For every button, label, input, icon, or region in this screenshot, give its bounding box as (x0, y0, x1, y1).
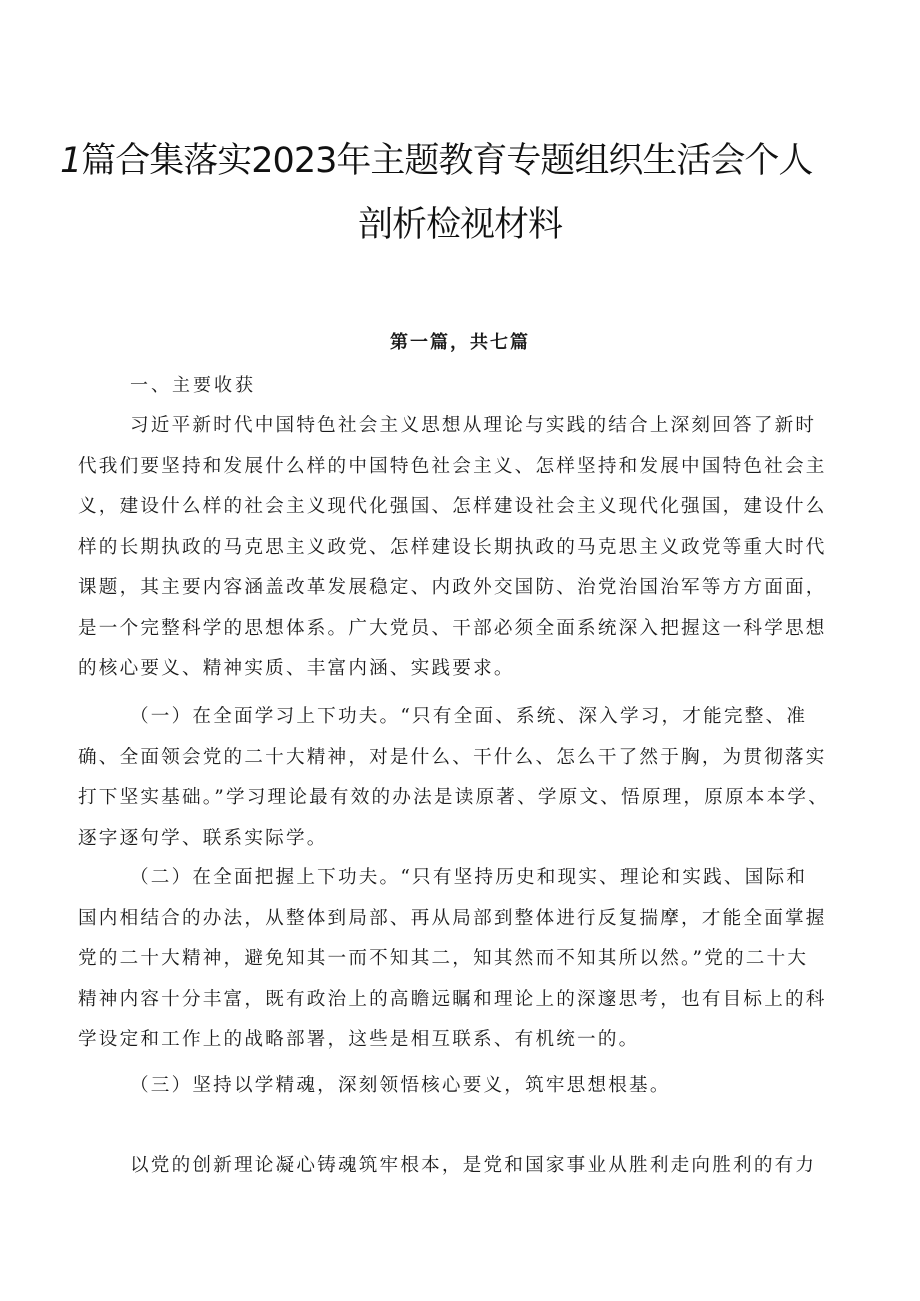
paragraph-4 (78, 1066, 850, 1107)
paragraph-line: 国内相结合的办法，从整体到局部、再从局部到整体进行反复揣摩，才能全面掌握 (78, 907, 827, 929)
paragraph-5 (78, 1146, 850, 1187)
paragraph-2 (78, 697, 850, 859)
paragraph-line: 课题，其主要内容涵盖改革发展稳定、内政外交国防、治党治国治军等方方面面， (78, 577, 827, 598)
document-title-line-2: 剖析检视材料 (357, 205, 562, 245)
paragraph-line: 学设定和工作上的战略部署，这些是相互联系、有机统一的。 (78, 1029, 640, 1050)
paragraph-line: 以党的创新理论凝心铸魂筑牢根本，是党和国家事业从胜利走向胜利的有力 (130, 1155, 817, 1176)
paragraph-line: （一）在全面学习上下功夫。“只有全面、系统、深入学习，才能完整、准 (130, 706, 808, 727)
paragraph-3 (78, 858, 850, 1061)
paragraph-line: 确、全面领会党的二十大精神，对是什么、干什么、怎么干了然于胸，为贯彻落实 (78, 746, 827, 768)
title-number: 1 (60, 141, 82, 181)
paragraph-line: 义，建设什么样的社会主义现代化强国、怎样建设社会主义现代化强国，建设什么 (78, 496, 827, 517)
paragraph-line: 的核心要义、精神实质、丰富内涵、实践要求。 (78, 658, 515, 679)
paragraph-1 (78, 406, 850, 690)
paragraph-line: 样的长期执政的马克思主义政党、怎样建设长期执政的马克思主义政党等重大时代 (78, 536, 827, 558)
paragraph-line: 逐字逐句学、联系实际学。 (78, 827, 328, 849)
paragraph-line: 精神内容十分丰富，既有政治上的高瞻远瞩和理论上的深邃思考，也有目标上的科 (78, 988, 827, 1010)
paragraph-line: 打下坚实基础。”学习理论最有效的办法是读原著、学原文、悟原理，原原本本学、 (78, 787, 829, 808)
title-text: 篇合集落实2023年主题教育专题组织生活会个人 (81, 141, 813, 181)
paragraph-line: 是一个完整科学的思想体系。广大党员、干部必须全面系统深入把握这一科学思想 (78, 617, 827, 639)
document-subtitle: 第一篇，共七篇 (390, 332, 530, 353)
section-heading: 一、主要收获 (130, 375, 256, 396)
paragraph-line: 习近平新时代中国特色社会主义思想从理论与实践的结合上深刻回答了新时 (130, 415, 817, 436)
paragraph-line: （三）坚持以学精魂，深刻领悟核心要义，筑牢思想根基。 (130, 1075, 671, 1096)
paragraph-line: 党的二十大精神，避免知其一而不知其二，知其然而不知其所以然。”党的二十大 (78, 948, 809, 969)
document-title-line-1 (60, 133, 840, 183)
paragraph-line: （二）在全面把握上下功夫。“只有坚持历史和现实、理论和实践、国际和 (130, 867, 808, 888)
paragraph-line: 代我们要坚持和发展什么样的中国特色社会主义、怎样坚持和发展中国特色社会主 (78, 455, 827, 477)
